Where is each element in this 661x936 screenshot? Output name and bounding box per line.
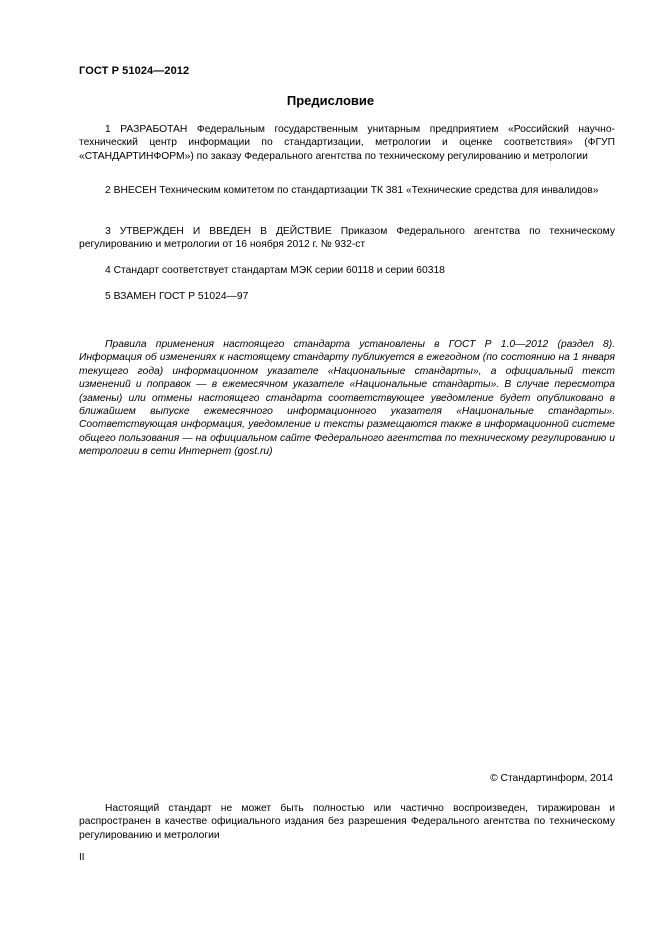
foreword-item-1: 1 РАЗРАБОТАН Федеральным государственным унитарным предприятием «Российский научно-технический центр информации по стандартизации, метрологии и оценке соответствия» (ФГУП «СТАНДАРТИНФОРМ») по заказу Федерального агентства по техническому регулированию и метрологии [79,124,615,162]
application-rules-notice: Правила применения настоящего стандарта установлены в ГОСТ Р 1.0—2012 (раздел 8). Информация об изменениях к настоящему стандарту публикуется в ежегодном (по состоянию на 1 января текущего года) информационном указателе «Национальные стандарты», а официальный текст изменений и поправок — в ежемесячном указателе «Национальные стандарты». В случае пересмотра (замены) или отмены настоящего стандарта соответствующее уведомление будет опубликовано в ближайшем выпуске ежемесячного информационного указателя «Национальные стандарты». Соответствующая информация, уведомление и тексты размещаются также в информационной системе общего пользования — на официальном сайте Федерального агентства по техническому регулированию и метрологии в сети Интернет (gost.ru) [79,339,615,458]
reproduction-notice: Настоящий стандарт не может быть полностью или частично воспроизведен, тиражирован и распространен в качестве официального издания без разрешения Федерального агентства по техническому регулированию и метрологии [79,803,615,841]
page-title: Предисловие [286,93,375,108]
foreword-item-3: 3 УТВЕРЖДЕН И ВВЕДЕН В ДЕЙСТВИЕ Приказом Федерального агентства по техническому регулированию и метрологии от 16 ноября 2012 г. № 932-ст [79,226,615,251]
foreword-item-2: 2 ВНЕСЕН Техническим комитетом по стандартизации ТК 381 «Технические средства для инвалидов» [105,185,599,196]
page-number: II [79,852,85,863]
foreword-item-5: 5 ВЗАМЕН ГОСТ Р 51024—97 [105,291,249,302]
document-code: ГОСТ Р 51024—2012 [79,65,190,77]
copyright: © Стандартинформ, 2014 [490,773,613,784]
foreword-item-4: 4 Стандарт соответствует стандартам МЭК серии 60118 и серии 60318 [105,265,445,276]
